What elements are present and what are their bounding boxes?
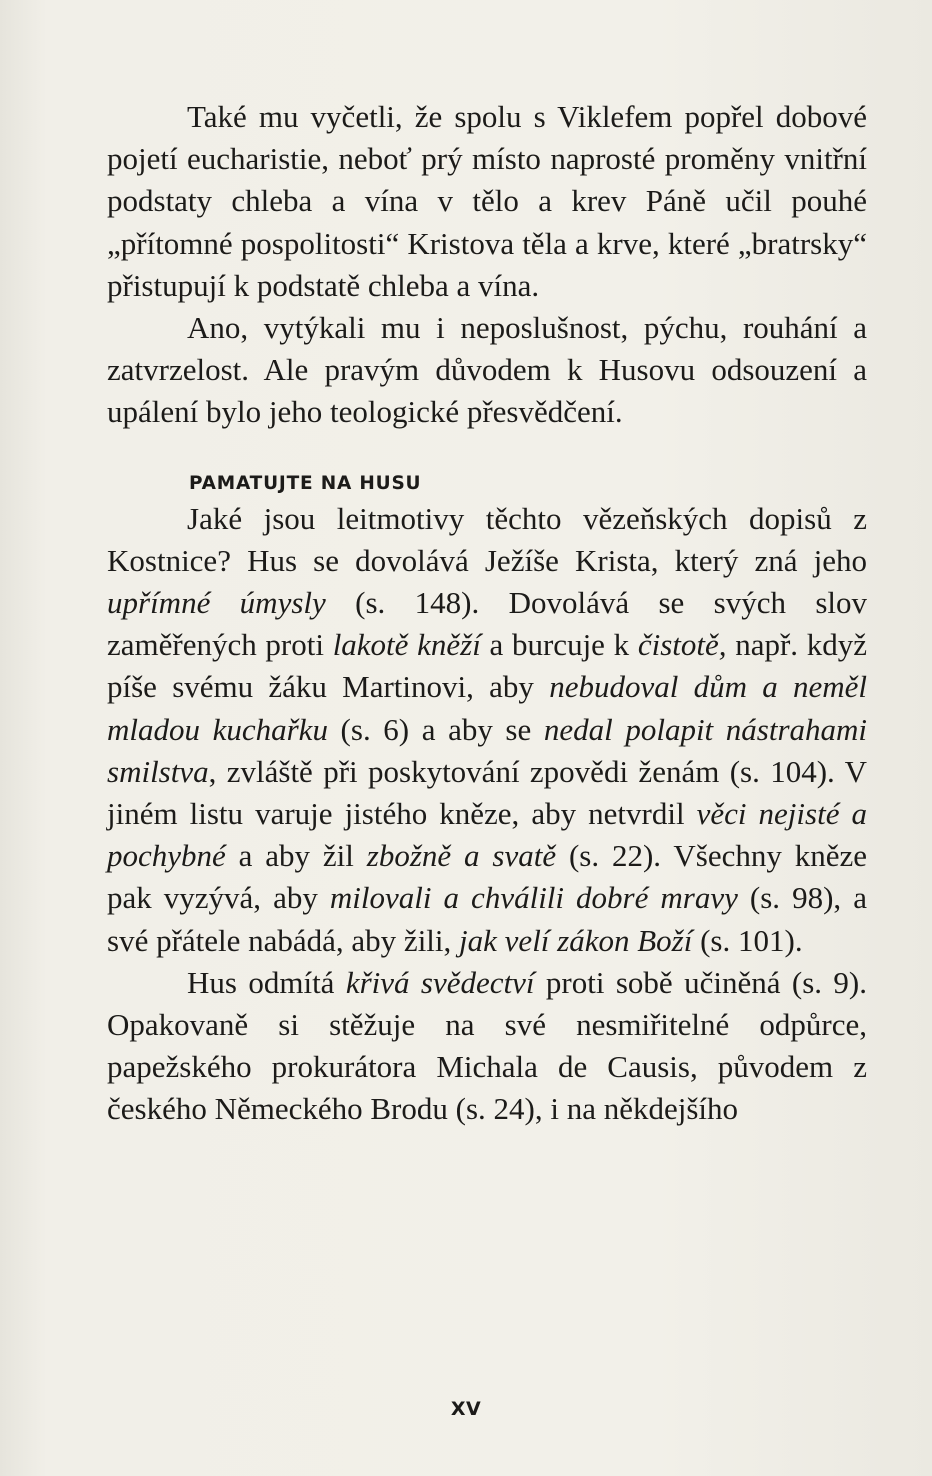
- italic-quote: věci nejisté a pochybné: [107, 796, 868, 874]
- text-span: (s. 22). Všechny kněze pak vyzývá, aby: [107, 838, 867, 916]
- text-span: (s. 148). Dovolává se svých slov zaměřených proti: [107, 585, 868, 663]
- paragraph-false-testimony: [107, 962, 867, 1131]
- text-span: proti sobě učiněná (s. 9). Opakovaně si stěžuje na své nesmiřitelné odpůrce, papežského prokurátora Michala de Causis, původem z českého Německého Brodu (s. 24), i na někdejšího: [107, 964, 867, 1127]
- text-span: Hus odmítá: [187, 964, 346, 1000]
- text-span: a burcuje k: [480, 627, 638, 663]
- section-heading: PAMATUJTE NA HUSU: [189, 472, 422, 494]
- paragraph-accusations: Ano, vytýkali mu i neposlušnost, pýchu, rouhání a zatvrzelost. Ale pravým důvodem k Husovu odsouzení a upálení bylo jeho teologické přesvědčení.: [107, 310, 867, 430]
- text-span: (s. 101).: [692, 922, 803, 958]
- italic-quote: lakotě kněží: [332, 627, 481, 663]
- page-number: XV: [450, 1398, 482, 1420]
- body-text: [107, 96, 867, 1131]
- text-span: např. když píše svému žáku Martinovi, aby: [107, 627, 868, 705]
- italic-quote: nedal polapit nástrahami smilstva: [107, 711, 868, 789]
- text-span: (s. 6) a aby se: [327, 711, 544, 747]
- italic-quote: jak velí zákon Boží: [459, 922, 693, 958]
- text-span: (s. 98), a své přátele nabádá, aby žili,: [107, 880, 867, 958]
- italic-quote: čistotě,: [637, 627, 727, 663]
- italic-quote: zbožně a svatě: [366, 838, 557, 874]
- italic-quote: milovali a chválili dobré mravy: [329, 880, 738, 916]
- text-span: , zvláště při poskytování zpovědi ženám (s. 104). V jiném listu varuje jistého kněze, aby netvrdil: [107, 753, 867, 832]
- paragraph-leitmotifs: [107, 498, 867, 962]
- text-span: Jaké jsou leitmotivy těchto vězeňských dopisů z Kostnice? Hus se dovolává Ježíše Krista, který zná jeho: [107, 500, 867, 578]
- italic-quote: křivá svědectví: [345, 964, 535, 1000]
- italic-quote: nebudoval dům a neměl mladou kuchařku: [107, 669, 867, 747]
- paragraph-eucharist: Také mu vyčetli, že spolu s Viklefem popřel dobové pojetí eucharistie, neboť prý místo naprosté proměny vnitřní podstaty chleba a vína v tělo a krev Páně učil pouhé „přítomné pospolitosti“ Kristova těla a krve, které „bratrsky“ přistupují k podstatě chleba a vína.: [107, 99, 867, 303]
- italic-quote: upřímné úmysly: [107, 585, 326, 621]
- text-span: a aby žil: [225, 838, 367, 874]
